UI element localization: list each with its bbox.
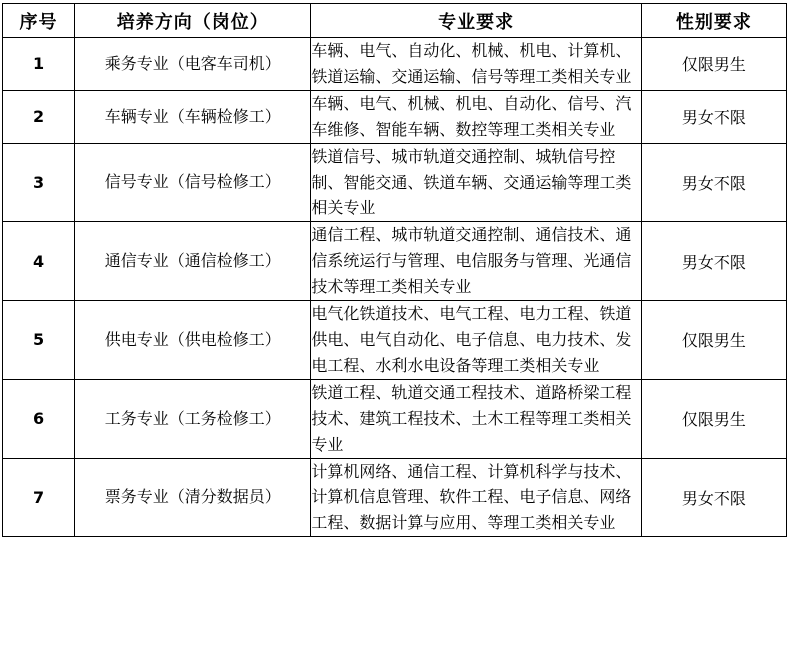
cell-gender-requirement: 男女不限 (641, 90, 786, 143)
table-row (3, 301, 787, 380)
table-header-row (3, 4, 787, 38)
cell-direction: 车辆专业（车辆检修工） (75, 90, 311, 143)
table-row (3, 143, 787, 222)
cell-major-requirement: 电气化铁道技术、电气工程、电力工程、铁道供电、电气自动化、电子信息、电力技术、发电工程、水利水电设备等理工类相关专业 (311, 301, 641, 380)
cell-sequence: 1 (3, 38, 75, 91)
cell-sequence: 2 (3, 90, 75, 143)
cell-sequence: 3 (3, 143, 75, 222)
cell-direction: 供电专业（供电检修工） (75, 301, 311, 380)
cell-gender-requirement: 男女不限 (641, 143, 786, 222)
cell-direction: 票务专业（清分数据员） (75, 458, 311, 537)
cell-direction: 乘务专业（电客车司机） (75, 38, 311, 91)
cell-direction: 工务专业（工务检修工） (75, 379, 311, 458)
cell-sequence: 6 (3, 379, 75, 458)
header-direction: 培养方向（岗位） (75, 4, 311, 38)
table-row (3, 458, 787, 537)
cell-major-requirement: 铁道信号、城市轨道交通控制、城轨信号控制、智能交通、铁道车辆、交通运输等理工类相关专业 (311, 143, 641, 222)
header-major-requirement: 专业要求 (311, 4, 641, 38)
table-row (3, 379, 787, 458)
header-sequence: 序号 (3, 4, 75, 38)
cell-major-requirement: 车辆、电气、自动化、机械、机电、计算机、铁道运输、交通运输、信号等理工类相关专业 (311, 38, 641, 91)
table-row (3, 90, 787, 143)
recruitment-table (2, 3, 787, 537)
cell-major-requirement: 车辆、电气、机械、机电、自动化、信号、汽车维修、智能车辆、数控等理工类相关专业 (311, 90, 641, 143)
cell-sequence: 7 (3, 458, 75, 537)
cell-sequence: 5 (3, 301, 75, 380)
cell-gender-requirement: 男女不限 (641, 222, 786, 301)
cell-direction: 信号专业（信号检修工） (75, 143, 311, 222)
table-row (3, 222, 787, 301)
cell-gender-requirement: 仅限男生 (641, 301, 786, 380)
header-gender-requirement: 性别要求 (641, 4, 786, 38)
cell-gender-requirement: 仅限男生 (641, 379, 786, 458)
cell-gender-requirement: 男女不限 (641, 458, 786, 537)
cell-major-requirement: 铁道工程、轨道交通工程技术、道路桥梁工程技术、建筑工程技术、土木工程等理工类相关专业 (311, 379, 641, 458)
table-body (3, 38, 787, 537)
cell-major-requirement: 计算机网络、通信工程、计算机科学与技术、计算机信息管理、软件工程、电子信息、网络工程、数据计算与应用、等理工类相关专业 (311, 458, 641, 537)
cell-direction: 通信专业（通信检修工） (75, 222, 311, 301)
cell-major-requirement: 通信工程、城市轨道交通控制、通信技术、通信系统运行与管理、电信服务与管理、光通信技术等理工类相关专业 (311, 222, 641, 301)
cell-gender-requirement: 仅限男生 (641, 38, 786, 91)
table-row (3, 38, 787, 91)
cell-sequence: 4 (3, 222, 75, 301)
table-header (3, 4, 787, 38)
